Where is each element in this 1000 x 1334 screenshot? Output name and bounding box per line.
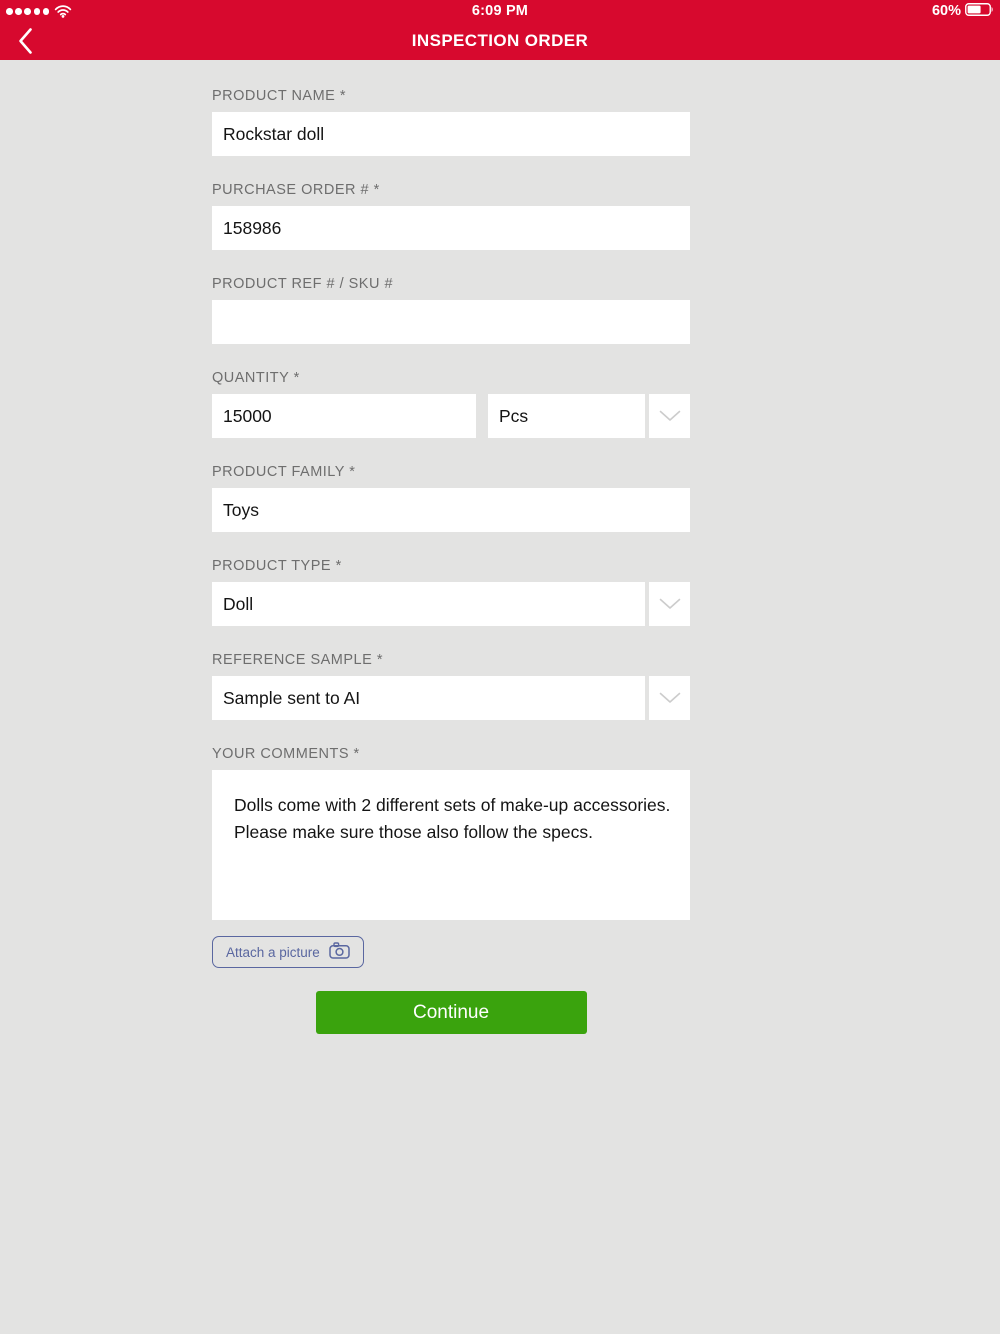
reference-sample-select[interactable]: [212, 676, 690, 720]
quantity-unit-value[interactable]: Pcs: [488, 394, 645, 438]
quantity-input[interactable]: [212, 394, 476, 438]
quantity-label: QUANTITY *: [212, 370, 300, 386]
battery-percent-label: 60%: [931, 3, 961, 19]
quantity-unit-select[interactable]: [488, 394, 690, 438]
continue-button[interactable]: Continue: [316, 991, 587, 1034]
product-ref-input[interactable]: [212, 300, 690, 344]
purchase-order-input[interactable]: [212, 206, 690, 250]
status-time: 6:09 PM: [471, 3, 529, 19]
chevron-down-icon: [659, 598, 681, 610]
reference-sample-section: [212, 652, 690, 720]
product-type-value[interactable]: Doll: [212, 582, 645, 626]
reference-sample-value[interactable]: Sample sent to AI: [212, 676, 645, 720]
product-name-section: [212, 88, 690, 156]
product-type-label: PRODUCT TYPE *: [212, 558, 342, 574]
back-button[interactable]: [10, 22, 41, 60]
product-ref-section: [212, 276, 690, 344]
comments-section: [212, 746, 690, 920]
product-type-chevron-button[interactable]: [649, 582, 690, 626]
camera-icon: [329, 942, 350, 962]
chevron-down-icon: [659, 410, 681, 422]
product-name-input[interactable]: [212, 112, 690, 156]
chevron-down-icon: [659, 692, 681, 704]
comments-label: YOUR COMMENTS *: [212, 746, 360, 762]
reference-sample-label: REFERENCE SAMPLE *: [212, 652, 383, 668]
app-header: [0, 0, 1000, 60]
quantity-unit-chevron-button[interactable]: [649, 394, 690, 438]
inspection-order-form: [212, 60, 690, 1034]
product-type-section: [212, 558, 690, 626]
product-ref-label: PRODUCT REF # / SKU #: [212, 276, 394, 292]
attach-picture-label: Attach a picture: [226, 944, 320, 960]
page-title: INSPECTION ORDER: [411, 31, 589, 50]
product-family-section: [212, 464, 690, 532]
reference-sample-chevron-button[interactable]: [649, 676, 690, 720]
nav-bar: [0, 22, 1000, 60]
product-name-label: PRODUCT NAME *: [212, 88, 347, 104]
purchase-order-section: [212, 182, 690, 250]
quantity-section: [212, 370, 690, 438]
attach-picture-button[interactable]: [212, 936, 364, 968]
product-family-label: PRODUCT FAMILY *: [212, 464, 356, 480]
comments-textarea[interactable]: [212, 770, 690, 920]
product-family-input[interactable]: [212, 488, 690, 532]
status-bar: [0, 0, 1000, 22]
product-type-select[interactable]: [212, 582, 690, 626]
purchase-order-label: PURCHASE ORDER # *: [212, 182, 380, 198]
